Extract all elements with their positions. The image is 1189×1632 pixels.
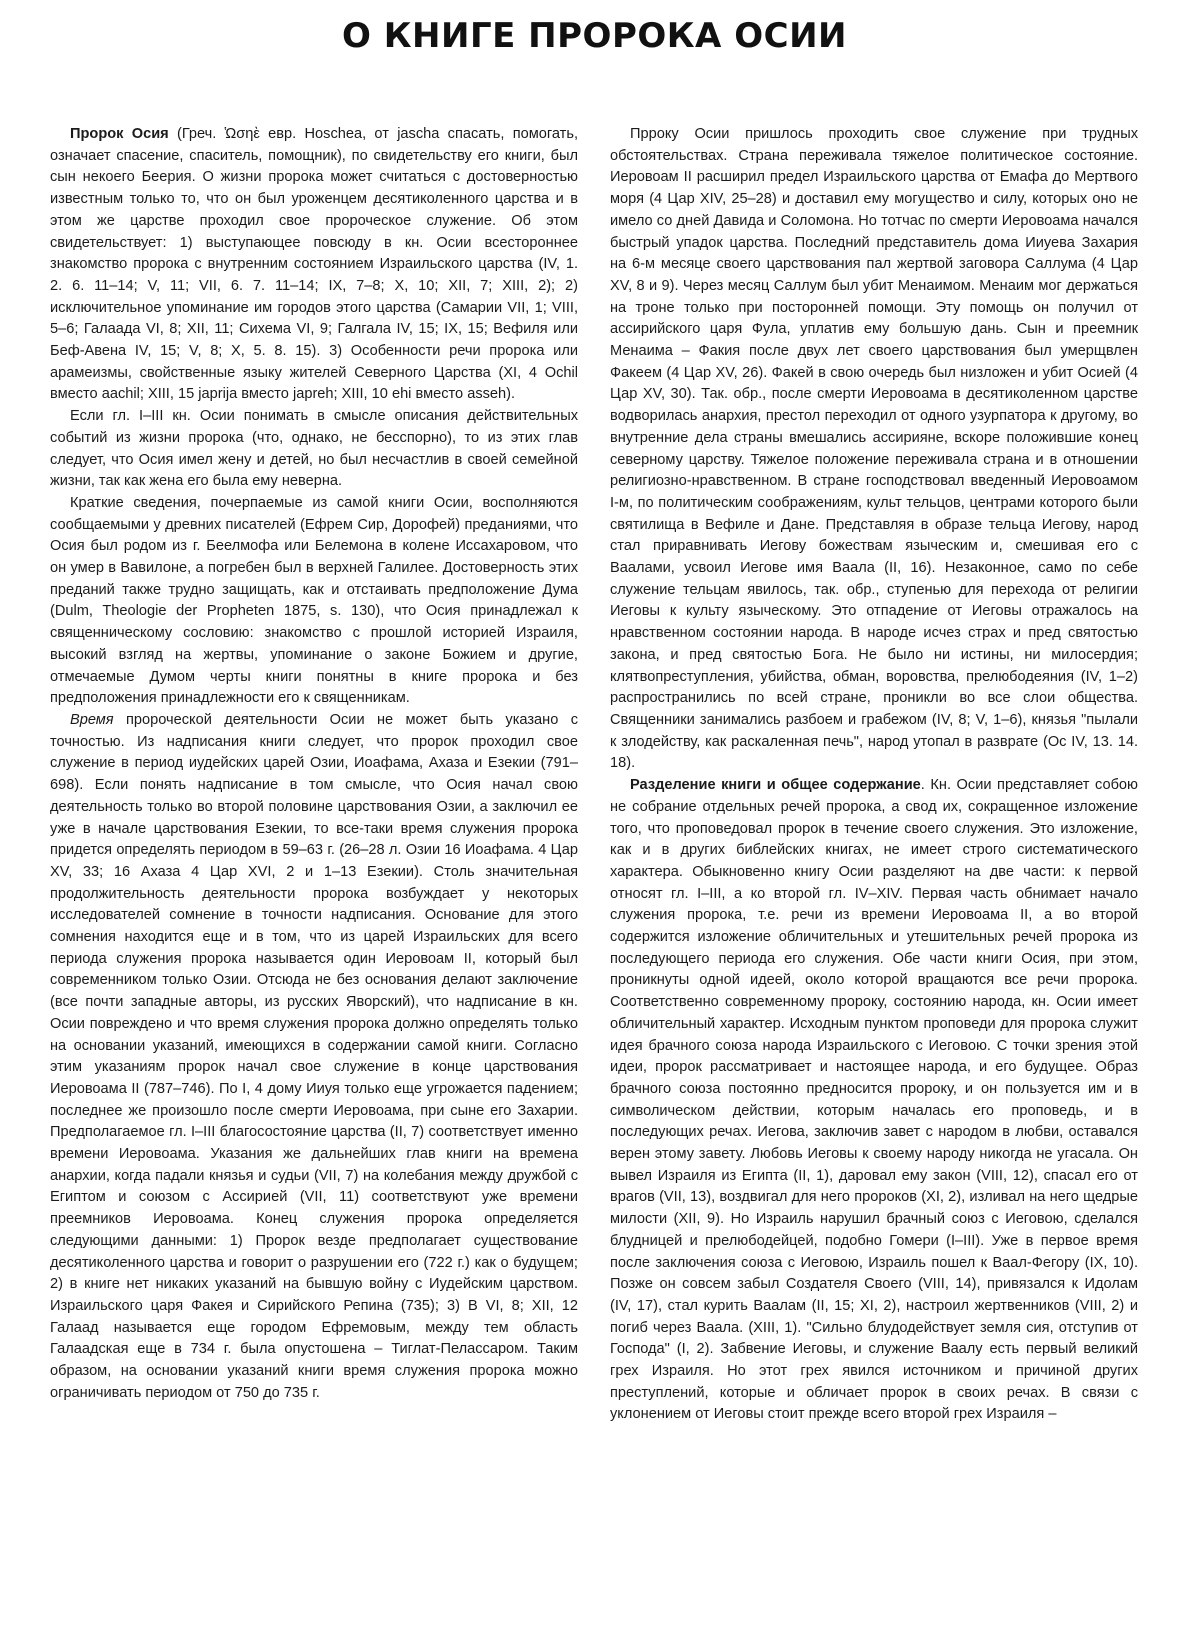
section-heading: Разделение книги и общее содержание (630, 777, 921, 794)
paragraph-text: пророческой деятельности Осии не может быть указано с точностью. Из надписания книги следует, что пророк проходил свое служение в период иудейских царей Озии, Иоафама, Ахаза и Езекии (791–698). Если понять надписание в том смысле, что Осия начал свою деятельность только во второй половине царствования Озии, а заключил ее уже в начале царствования Езекии, то все-таки время служения пророка придется определять периодом в 59–63 г. (26–28 л. Озии 16 Иоафама. 4 Цар XV, 33; 16 Ахаза 4 Цар XVI, 2 и 1–13 Езекии). Столь значительная продолжительность деятельности пророка возбуждает у некоторых исследователей сомнение в точности надписания. Основание для этого сомнения находится еще и в том, что из царей Израильских для всего периода служения пророка называется один Иеровоам II, который был современником только Озии. Отсюда не без основания делают заключение (все почти западные авторы, из русских Яворский), что надписание в кн. Осии повреждено и что время служения пророка должно определять только на основании указаний, имеющихся в содержании самой книги. Согласно этим указаниям пророк начал свое служение в конце царствования Иеровоама II (787–746). По I, 4 дому Ииуя только еще угрожается падением; последнее же произошло после смерти Иеровоама, при сыне его Захарии. Предполагаемое гл. I–III благосостояние царства (II, 7) соответствует именно времени Иеровоама. Указания же дальнейших глав книги на времена анархии, когда падали князья и судьи (VII, 7) на колебания между дружбой с Египтом и союзом с Ассирией (VII, 11) соответствуют уже времени преемников Иеровоама. Конец служения пророка определяется следующими данными: 1) Пророк везде предполагает существование десятиколенного царства и говорит о разрушении его (722 г.) как о будущем; 2) в книге нет никаких указаний на бывшую войну с Иудейским царством. Израильского царя Факея и Сирийского Репина (735); 3) В VI, 8; XII, 12 Галаад называется еще городом Ефремовым, между тем область Галаадская еще в 734 г. была опустошена – Тиглат-Пелассаром. Таким образом, на основании указаний книги время служения пророка можно ограничивать периодом от 750 до 735 г. (50, 711, 578, 1401)
paragraph-text: Прроку Осии пришлось проходить свое служение при трудных обстоятельствах. Страна переживала тяжелое политическое состояние. Иеровоам II расширил предел Израильского царства от Емафа до Мертвого моря (4 Цар XIV, 25–28) и доставил ему могущество и силу, которых оно не имело со дней Давида и Соломона. Но тотчас по смерти Иеровоама начался быстрый упадок царства. Последний представитель дома Ииуева Захария на 6-м месяце своего царствования пал жертвой заговора Саллума (4 Цар XV, 8 и 9). Через месяц Саллум был убит Менаимом. Менаим мог держаться на троне только при посторонней помощи. Эту помощь он получил от ассирийского царя Фула, уплатив ему большую дань. Сын и преемник Менаима – Факия после двух лет своего царствования был умерщвлен Факеем (4 Цар XV, 26). Факей в свою очередь был низложен и убит Осией (4 Цар XV, 30). Так. обр., после смерти Иеровоама в десятиколенном царстве водворилась анархия, престол переходил от одного узурпатора к другому, во внутренние дела страны вмешались ассирияне, вскоре положившие конец северному царству. Тяжелое положение переживала страна и в отношении религиозно-нравственном. В стране господствовал введенный Иеровоамом I-м, по политическим соображениям, культ тельцов, центрами которого были святилища в Вефиле и Дане. Представляя в образе тельца Иегову, народ стал приравнивать Иегову божествам языческим и, смешивая его с Ваалами, усвоил Иегове имя Ваала (II, 16). Незаконное, само по себе служение тельцам явилось, так. обр., ступенью для перехода от религии Иеговы к культу языческому. Это отпадение от Иеговы отражалось на нравственном состоянии народа. В народе исчез страх и пред святостью закона, и пред святостью Бога. Не было ни истины, ни милосердия; клятвопреступления, убийства, обман, воровства, прелюбодеяния (IV, 1–2) распространились по всей стране, проникли во все слои общества. Священники занимались разбоем и грабежом (IV, 8; V, 1–6), князья "пылали к злодейству, как раскаленная печь", народ утопал в разврате (Ос IV, 13. 14. 18). (610, 126, 1138, 772)
paragraph-text: Краткие сведения, почерпаемые из самой книги Осии, восполняются сообщаемыми у древних писателей (Ефрем Сир, Дорофей) преданиями, что Осия был родом из г. Беелмофа или Белемона в колене Иссахаровом, что он умер в Вавилоне, а погребен был в верхней Галилее. Достоверность этих преданий также трудно защищать, как и отстаивать предположение Дума (Dulm, Theologie der Propheten 1875, s. 130), что Осия принадлежал к священническому сословию: знакомство с прошлой историей Израиля, высокий взгляд на жертвы, упоминание о законе Божием и другие, отмечаемые Думом черты книги понятны в книге пророка и без предположения принадлежности его к священникам. (50, 494, 578, 707)
paragraph-lead: Пророк Осия (70, 126, 169, 142)
paragraph (610, 775, 1138, 1426)
paragraph (50, 406, 578, 493)
paragraph (50, 124, 578, 406)
right-column (610, 124, 1138, 1426)
paragraph (50, 710, 578, 1405)
paragraph-text: Если гл. I–III кн. Осии понимать в смысле описания действительных событий из жизни пророка (что, однако, не бесспорно), то из этих глав следует, что Осия имел жену и детей, но был несчастлив в своей семейной жизни, так как жена его была ему неверна. (50, 408, 578, 490)
paragraph (610, 124, 1138, 775)
left-column (50, 124, 578, 1404)
paragraph-text: . Кн. Осии представляет собою не собрание отдельных речей пророка, а свод их, сокращенное изложение того, что проповедовал пророк в течение своего служения. Это изложение, как и в других библейских книгах, не имеет строго систематического характера. Обыкновенно книгу Осии разделяют на две части: к первой относят гл. I–III, а ко второй гл. IV–XIV. Первая часть обнимает начало служения пророка, т.е. речи из времени Иеровоама II, а во второй содержится изложение обличительных и утешительных речей пророка из последующего периода его служения. Обе части книги Осия, при этом, проникнуты одной идеей, около которой вращаются все речи пророка. Соответственно современному пророку, состоянию народа, кн. Осии имеет обличительный характер. Исходным пунктом проповеди для пророка служит идея брачного союза народа Израильского с Иеговою. С точки зрения этой идеи, пророк рассматривает и настоящее народа, и его будущее. Образ брачного союза постоянно предносится пророку, и он пользуется им и в символическом действии, которым началась его проповедь, и в последующих речах. Иегова, заключив завет с народом в любви, оставался верен этому завету. Любовь Иеговы к своему народу никогда не угасала. Он вывел Израиля из Египта (II, 1), даровал ему закон (VIII, 12), спасал его от врагов (VII, 13), воздвигал для него пророков (XI, 2), изливал на него щедрые милости (XII, 9). Но Израиль нарушил брачный союз с Иеговою, сделался блудницей и прелюбодейцей, подобно Гомери (I–III). Уже в первое время после заключения союза с Иеговою, Израиль пошел к Ваал-Фегору (IX, 10). Позже он совсем забыл Создателя Своего (VIII, 14), привязался к Идолам (IV, 17), стал курить Ваалам (II, 15; XI, 2), настроил жертвенников (VIII, 2) и погиб через Ваала. (XIII, 1). "Сильно блудодействует земля сия, отступив от Господа" (I, 2). Забвение Иеговы, и служение Ваалу есть первый великий грех Израиля. Но этот грех явился источником и причиной других преступлений, которые и обличает пророк в своих речах. В связи с уклонением от Иеговы стоит прежде всего второй грех Израиля – (610, 777, 1138, 1423)
paragraph (50, 493, 578, 710)
page-title: О КНИГЕ ПРОРОКА ОСИИ (342, 16, 847, 56)
paragraph-text: (Греч. Ὡσηὲ евр. Hoschea, от jascha спасать, помогать, означает спасение, спаситель, помощник), по свидетельству его книги, был сын некоего Беерия. О жизни пророка может считаться с достоверностью известным только то, что он был уроженцем десятиколенного царства и в этом же царстве проходил свое пророческое служение. Об этом свидетельствует: 1) выступающее повсюду в кн. Осии всестороннее знакомство пророка с внутренним состоянием Израильского царства (IV, 1. 2. 6. 11–14; V, 11; VII, 6. 7. 11–14; IX, 7–8; X, 10; XII, 7; XIII, 2); 2) исключительное упоминание им городов этого царства (Самарии VII, 1; VIII, 5–6; Галаада VI, 8; XII, 11; Сихема VI, 9; Галгала IV, 15; IX, 15; Вефиля или Беф-Авена IV, 15; V, 8; X, 5. 8. 15). 3) Особенности речи пророка или арамеизмы, свойственные языку жителей Северного Царства (XI, 4 Ochil вместо aachil; XIII, 15 japrija вместо japreh; XIII, 10 ehi вместо asseh). (50, 126, 579, 403)
paragraph-emphasis: Время (70, 711, 114, 728)
